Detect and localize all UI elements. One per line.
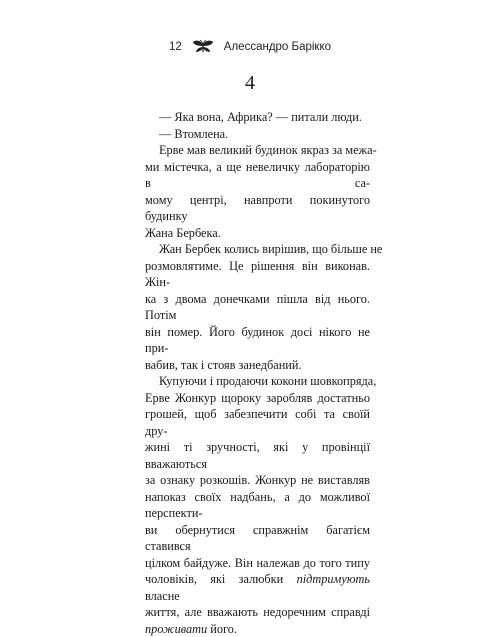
text-line: розмовлятиме. Це рішення він виконав. Жін- — [145, 258, 370, 291]
text-line: — Яка вона, Африка? — питали люди. — [145, 109, 370, 126]
text-line: Купуючи і продаючи кокони шовкопряда, — [145, 373, 370, 390]
emphasis: підтримують — [297, 572, 370, 586]
text-line: цілком байдуже. Він належав до того типу — [145, 555, 370, 572]
text-line: проживати його. — [145, 621, 370, 637]
moth-icon — [192, 40, 214, 54]
text-line: Ерве Жонкур щороку заробляв достатньо — [145, 390, 370, 407]
text-line: Ерве мав великий будинок якраз за межа- — [145, 142, 370, 159]
body-text — [145, 109, 370, 637]
text-line: Жан Бербек колись вирішив, що більше не — [145, 241, 370, 258]
text-line: мому центрі, навпроти покинутого будинку — [145, 192, 370, 225]
author-name: Алессандро Барікко — [224, 41, 331, 53]
text-line: чоловіків, які залюбки підтримують власне — [145, 571, 370, 604]
text-line: — Втомлена. — [145, 126, 370, 143]
text-line: ви обернутися справжнім багатієм ставився — [145, 522, 370, 555]
running-head — [0, 40, 500, 54]
text-line: напоказ своїх надбань, а до можливої перспекти- — [145, 489, 370, 522]
emphasis: проживати — [145, 622, 207, 636]
text-line: він помер. Його будинок досі нікого не при- — [145, 324, 370, 357]
text-line: життя, але вважають недоречним справді — [145, 604, 370, 621]
text-line: вабив, так і стояв занедбаний. — [145, 357, 370, 374]
text-line: за ознаку розкошів. Жонкур не виставляв — [145, 472, 370, 489]
page-number: 12 — [169, 41, 182, 53]
text-line: ка з двома донечками пішла від нього. Потім — [145, 291, 370, 324]
text-line: жині ті зручності, які у провінції вважаються — [145, 439, 370, 472]
text-line: ми містечка, а ще невеличку лабораторію в са- — [145, 159, 370, 192]
chapter-number: 4 — [0, 72, 500, 95]
text-line: Жана Бербека. — [145, 225, 370, 242]
text-line: грошей, щоб забезпечити собі та своїй дру- — [145, 406, 370, 439]
